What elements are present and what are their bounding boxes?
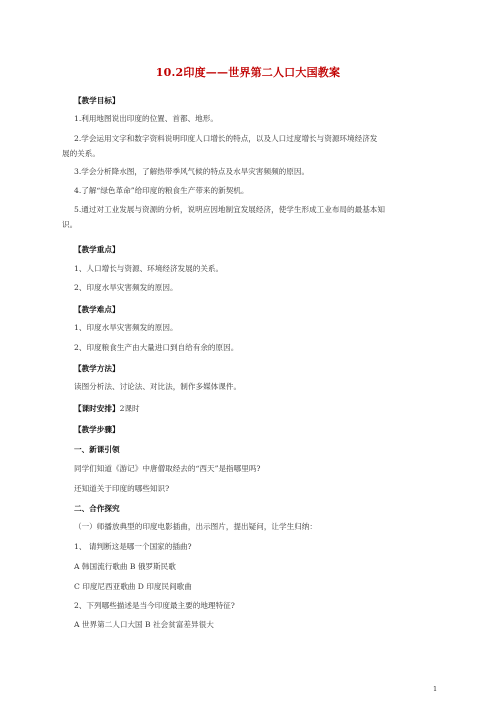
question-1: 1、 请判断这是哪一个国家的插曲? [74,542,192,551]
key-point-1: 1、人口增长与资源、环境经济发展的关系。 [74,264,224,273]
key-points-heading: 【教学重点】 [74,245,120,254]
question-2: 2、下列哪些描述是当今印度最主要的地理特征? [74,601,235,610]
goal-item-1: 1.利用地图说出印度的位置、首都、地形。 [74,114,218,123]
goal-item-2: 2.学会运用文字和数字资料说明印度人口增长的特点，以及人口过度增长与资源环境经济发 [74,134,378,143]
teaching-steps-heading: 【教学步骤】 [74,425,120,434]
question-1-options-cd: C 印度尼西亚歌曲 D 印度民间歌曲 [74,582,192,591]
goal-item-4: 4.了解“绿色革命”给印度的粮食生产带来的新契机。 [74,186,249,195]
goal-item-2-cont: 展的关系。 [62,149,100,158]
inquiry-instruction: （一）师播放典型的印度电影插曲，出示图片，提出疑问，让学生归纳： [74,522,317,531]
question-2-options-ab: A 世界第二人口大国 B 社会贫富差异很大 [74,620,214,629]
difficulties-heading: 【教学难点】 [74,305,120,314]
page-number: 1 [433,685,438,693]
document-title: 10.2印度——世界第二人口大国教案 [155,66,341,79]
goal-item-5-cont: 识。 [62,220,78,229]
intro-heading: 一、新课引领 [74,445,120,454]
goal-item-3: 3.学会分析降水图，了解热带季风气候的特点及水旱灾害频频的原因。 [74,167,310,176]
class-hours-heading: 【课时安排】 [74,404,120,413]
key-point-2: 2、印度水旱灾害频发的原因。 [74,283,178,292]
teaching-methods-heading: 【教学方法】 [74,364,120,373]
teaching-methods-text: 读图分析法、讨论法、对比法，制作多媒体课件。 [74,382,242,391]
intro-question-2: 还知道关于印度的哪些知识? [74,484,170,493]
difficulty-1: 1、印度水旱灾害频发的原因。 [74,323,178,332]
intro-question-1: 同学们知道《游记》中唐僧取经去的“西天”是指哪里吗? [74,464,261,473]
teaching-goals-heading: 【教学目标】 [74,96,120,105]
goal-item-5: 5.通过对工业发展与资源的分析，说明应因地制宜发展经济，使学生形成工业布局的最基本知 [74,205,385,214]
question-1-options-ab: A 韩国流行歌曲 B 俄罗斯民歌 [74,562,176,571]
cooperative-inquiry-heading: 二、合作探究 [74,504,120,513]
class-hours-value: 2课时 [119,404,140,413]
class-hours-row [74,404,456,414]
difficulty-2: 2、印度粮食生产由大量进口到自给有余的原因。 [74,343,239,352]
